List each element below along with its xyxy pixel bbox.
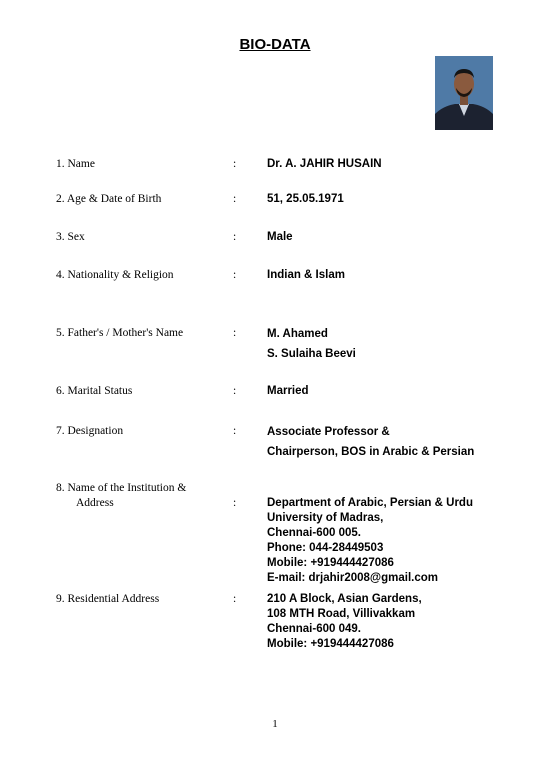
- field-value: [267, 384, 309, 399]
- value-line: Mobile: +919444427086: [267, 638, 394, 650]
- field-label: 1. Name: [56, 158, 95, 170]
- field-value: [267, 324, 356, 364]
- label-line: Address: [76, 497, 114, 509]
- value-line: M. Ahamed: [267, 328, 328, 340]
- colon: :: [233, 269, 237, 281]
- field-value: [267, 592, 422, 652]
- value-line: 210 A Block, Asian Gardens,: [267, 593, 422, 605]
- field-label: 4. Nationality & Religion: [56, 269, 174, 281]
- value-line: Married: [267, 385, 309, 397]
- field-label: 2. Age & Date of Birth: [56, 193, 162, 205]
- label-line: 8. Name of the Institution &: [56, 482, 187, 494]
- document-title: BIO-DATA: [239, 36, 311, 53]
- colon: :: [233, 385, 237, 397]
- colon: :: [233, 193, 237, 205]
- field-value: [267, 268, 345, 283]
- value-line: Male: [267, 231, 293, 243]
- field-value: [267, 192, 344, 207]
- profile-photo: [435, 56, 493, 130]
- colon: :: [233, 327, 237, 339]
- value-line: Chairperson, BOS in Arabic & Persian: [267, 446, 475, 458]
- value-line: E-mail: drjahir2008@gmail.com: [267, 572, 438, 584]
- field-value: [267, 496, 473, 586]
- field-label: 6. Marital Status: [56, 385, 133, 397]
- value-line: Mobile: +919444427086: [267, 557, 394, 569]
- colon: :: [233, 425, 237, 437]
- colon: :: [233, 593, 237, 605]
- colon: :: [233, 497, 237, 509]
- field-value: [267, 230, 293, 245]
- value-line: 51, 25.05.1971: [267, 193, 344, 205]
- value-line: Dr. A. JAHIR HUSAIN: [267, 158, 382, 170]
- field-label: 3. Sex: [56, 231, 85, 243]
- colon: :: [233, 158, 237, 170]
- value-line: University of Madras,: [267, 512, 384, 524]
- value-line: 108 MTH Road, Villivakkam: [267, 608, 416, 620]
- colon: :: [233, 231, 237, 243]
- value-line: Department of Arabic, Persian & Urdu: [267, 497, 473, 509]
- field-value: [267, 157, 382, 172]
- value-line: Indian & Islam: [267, 269, 345, 281]
- value-line: Associate Professor &: [267, 426, 390, 438]
- page-number: 1: [272, 718, 278, 730]
- field-label: 5. Father's / Mother's Name: [56, 327, 184, 339]
- value-line: Chennai-600 005.: [267, 527, 361, 539]
- field-label: [56, 481, 226, 511]
- value-line: Phone: 044-28449503: [267, 542, 384, 554]
- field-value: [267, 422, 474, 462]
- value-line: S. Sulaiha Beevi: [267, 348, 356, 360]
- value-line: Chennai-600 049.: [267, 623, 361, 635]
- field-label: 7. Designation: [56, 425, 124, 437]
- field-label: 9. Residential Address: [56, 593, 160, 605]
